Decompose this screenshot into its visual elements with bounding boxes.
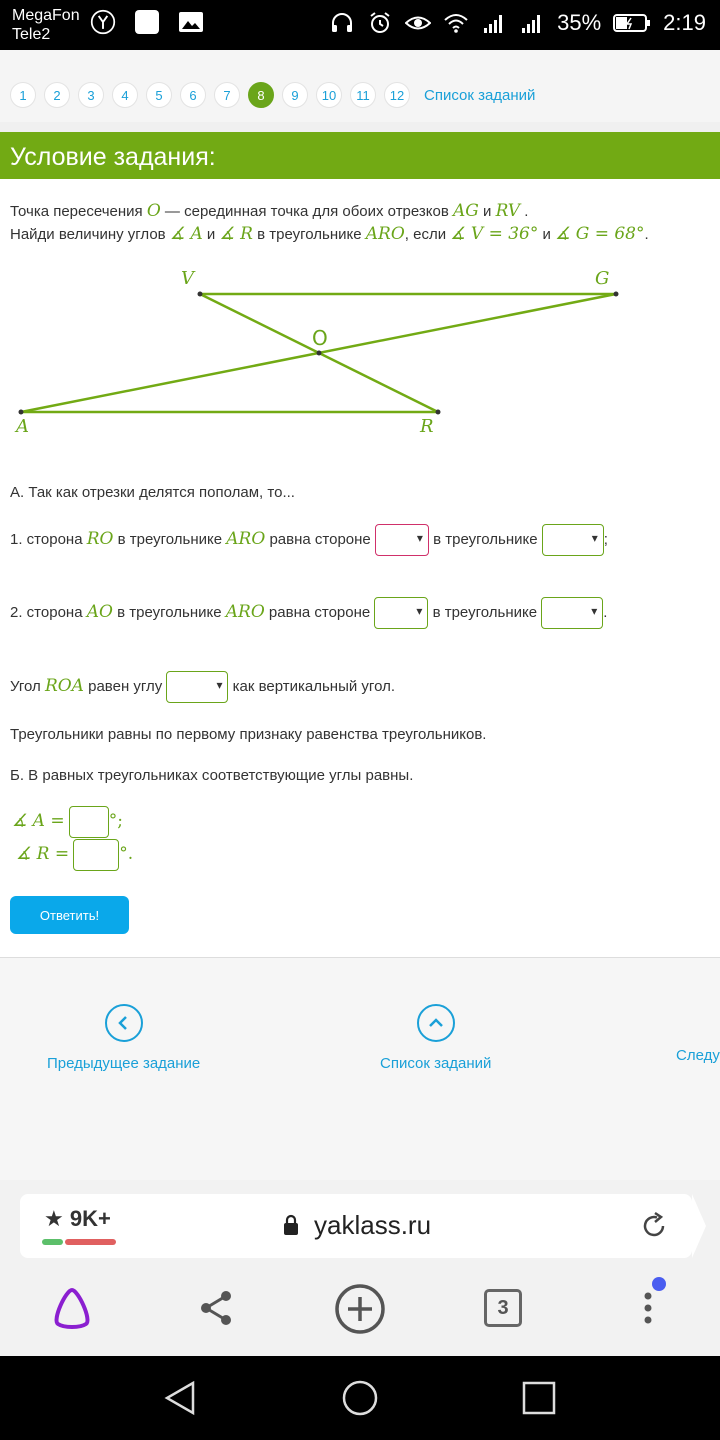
point-V — [198, 292, 203, 297]
equal-triangles-text: Треугольники равны по первому признаку равенства треугольников. — [10, 726, 487, 743]
math-angle-A: ∡ A = — [12, 810, 65, 831]
side-select-2[interactable] — [374, 597, 428, 629]
label-A: A — [16, 416, 29, 437]
text: равен углу — [83, 677, 167, 695]
text: в треугольнике — [112, 603, 226, 621]
task-pill-12[interactable]: 12 — [384, 82, 410, 108]
address-bar[interactable] — [20, 1194, 692, 1258]
share-icon[interactable] — [196, 1288, 236, 1333]
text: Точка пересечения — [10, 203, 147, 220]
answer-angle-R — [16, 839, 133, 871]
math-angle-G: ∡ G = 68° — [555, 224, 645, 244]
carrier-2: Tele2 — [12, 26, 51, 43]
recents-icon[interactable] — [522, 1381, 556, 1420]
task-pill-7[interactable]: 7 — [214, 82, 240, 108]
new-tab-icon[interactable] — [333, 1282, 387, 1341]
label-O: O — [312, 326, 328, 350]
notification-icons — [90, 9, 204, 35]
text: в треугольнике — [113, 530, 227, 548]
text: — серединная точка для обоих отрезков — [160, 203, 454, 220]
battery-percent: 35% — [557, 10, 602, 35]
rating-count: 9K+ — [69, 1206, 111, 1231]
text: и — [478, 203, 496, 220]
text: в треугольнике — [432, 603, 542, 621]
math-angle-R: ∡ R — [219, 224, 253, 244]
text: Найди величину углов — [10, 226, 170, 243]
math-AO: AO — [86, 601, 113, 622]
math-ARO: ARO — [226, 528, 266, 549]
answer-angle-A — [12, 806, 123, 838]
math-angle-R: ∡ R = — [16, 843, 70, 864]
rating-bar — [42, 1239, 116, 1245]
point-A — [19, 410, 24, 415]
bottom-navigation — [0, 958, 720, 1180]
next-task-link[interactable]: Следу — [676, 1047, 720, 1064]
clock: 2:19 — [663, 10, 706, 35]
divider — [0, 122, 720, 132]
text: . — [603, 603, 608, 621]
rating-badge[interactable] — [44, 1206, 111, 1232]
task-list-link[interactable]: Список заданий — [424, 86, 536, 104]
text: в треугольнике — [433, 530, 542, 548]
wifi-icon — [443, 10, 469, 36]
statement-1 — [10, 524, 608, 556]
math-ARO: ARO — [225, 601, 265, 622]
signal-icon-2 — [519, 10, 545, 36]
text: в треугольнике — [252, 226, 366, 243]
point-O — [317, 351, 322, 356]
headphones-icon — [329, 10, 355, 36]
text: и — [538, 226, 556, 243]
statement-2 — [10, 597, 607, 629]
task-pill-8-active[interactable]: 8 — [248, 82, 274, 108]
angle-R-input[interactable] — [73, 839, 119, 871]
carrier-info — [12, 6, 80, 44]
point-G — [614, 292, 619, 297]
text: ; — [603, 530, 608, 548]
section-header: Условие задания: — [0, 132, 720, 179]
home-icon[interactable] — [341, 1379, 379, 1422]
triangle-select-2[interactable] — [541, 597, 603, 629]
degree-unit: °; — [108, 810, 123, 831]
text: равна стороне — [264, 603, 375, 621]
eye-icon — [405, 10, 431, 36]
task-pill-4[interactable]: 4 — [112, 82, 138, 108]
chevron-left-icon — [105, 1004, 143, 1042]
task-pill-5[interactable]: 5 — [146, 82, 172, 108]
task-pill-2[interactable]: 2 — [44, 82, 70, 108]
problem-line-2 — [10, 223, 715, 246]
text: 2. сторона — [10, 603, 87, 621]
notification-dot — [652, 1277, 666, 1291]
back-icon[interactable] — [162, 1380, 198, 1421]
task-pill-3[interactable]: 3 — [78, 82, 104, 108]
math-ARO: ARO — [365, 224, 405, 244]
angle-select[interactable] — [166, 671, 228, 703]
problem-line-1 — [10, 200, 715, 223]
task-pill-9[interactable]: 9 — [282, 82, 308, 108]
degree-unit: °. — [119, 843, 134, 864]
text: . — [520, 203, 529, 220]
problem-statement — [10, 200, 715, 246]
section-b-text: Б. В равных треугольниках соответствующие углы равны. — [10, 767, 414, 784]
math-RO: RO — [86, 528, 114, 549]
reload-icon[interactable] — [640, 1211, 668, 1246]
task-pills — [10, 82, 535, 108]
system-indicators — [329, 10, 706, 36]
math-angle-A: ∡ A — [169, 224, 203, 244]
label-V: V — [181, 268, 194, 289]
status-bar — [0, 0, 720, 50]
math-angle-V: ∡ V = 36° — [450, 224, 539, 244]
task-list-button[interactable] — [380, 1004, 491, 1072]
chevron-up-icon — [417, 1004, 455, 1042]
signal-icon-1 — [481, 10, 507, 36]
lock-icon — [282, 1214, 300, 1241]
url-text[interactable]: yaklass.ru — [314, 1210, 432, 1240]
triangle-select-1[interactable] — [542, 524, 604, 556]
text: Угол — [10, 677, 45, 695]
prev-task-button[interactable] — [47, 1004, 200, 1072]
task-pill-11[interactable]: 11 — [350, 82, 376, 108]
battery-icon — [613, 10, 651, 36]
tabs-count-button[interactable]: 3 — [484, 1289, 522, 1327]
star-icon: ★ — [44, 1206, 64, 1231]
text: , если — [404, 226, 451, 243]
submit-button[interactable]: Ответить! — [10, 896, 129, 934]
text: равна стороне — [265, 530, 375, 548]
browser-toolbar — [0, 1280, 720, 1356]
angle-A-input[interactable] — [69, 806, 109, 838]
alarm-icon — [367, 10, 393, 36]
angle-statement — [10, 671, 395, 703]
carrier-1: MegaFon — [12, 7, 80, 24]
geometry-figure — [0, 262, 720, 442]
task-pill-1[interactable]: 1 — [10, 82, 36, 108]
prev-task-label: Предыдущее задание — [47, 1055, 201, 1072]
task-pill-6[interactable]: 6 — [180, 82, 206, 108]
task-list-label: Список заданий — [380, 1055, 492, 1072]
label-R: R — [420, 416, 434, 437]
math-ROA: ROA — [44, 675, 84, 696]
math-O: O — [146, 201, 161, 221]
math-AG: AG — [453, 201, 479, 221]
text: 1. сторона — [10, 530, 87, 548]
text: и — [202, 226, 220, 243]
side-select-1[interactable] — [375, 524, 429, 556]
yandex-icon — [90, 9, 116, 35]
section-a-intro: А. Так как отрезки делятся пополам, то... — [10, 484, 295, 501]
gallery-icon — [178, 9, 204, 35]
text: . — [644, 226, 649, 243]
math-RV: RV — [495, 201, 521, 221]
label-G: G — [595, 268, 610, 289]
text: как вертикальный угол. — [232, 677, 395, 695]
alice-icon[interactable] — [48, 1284, 96, 1337]
task-pill-10[interactable]: 10 — [316, 82, 342, 108]
system-navigation — [0, 1356, 720, 1440]
point-R — [436, 410, 441, 415]
more-menu-icon[interactable] — [630, 1284, 666, 1337]
app-square-icon — [134, 9, 160, 35]
